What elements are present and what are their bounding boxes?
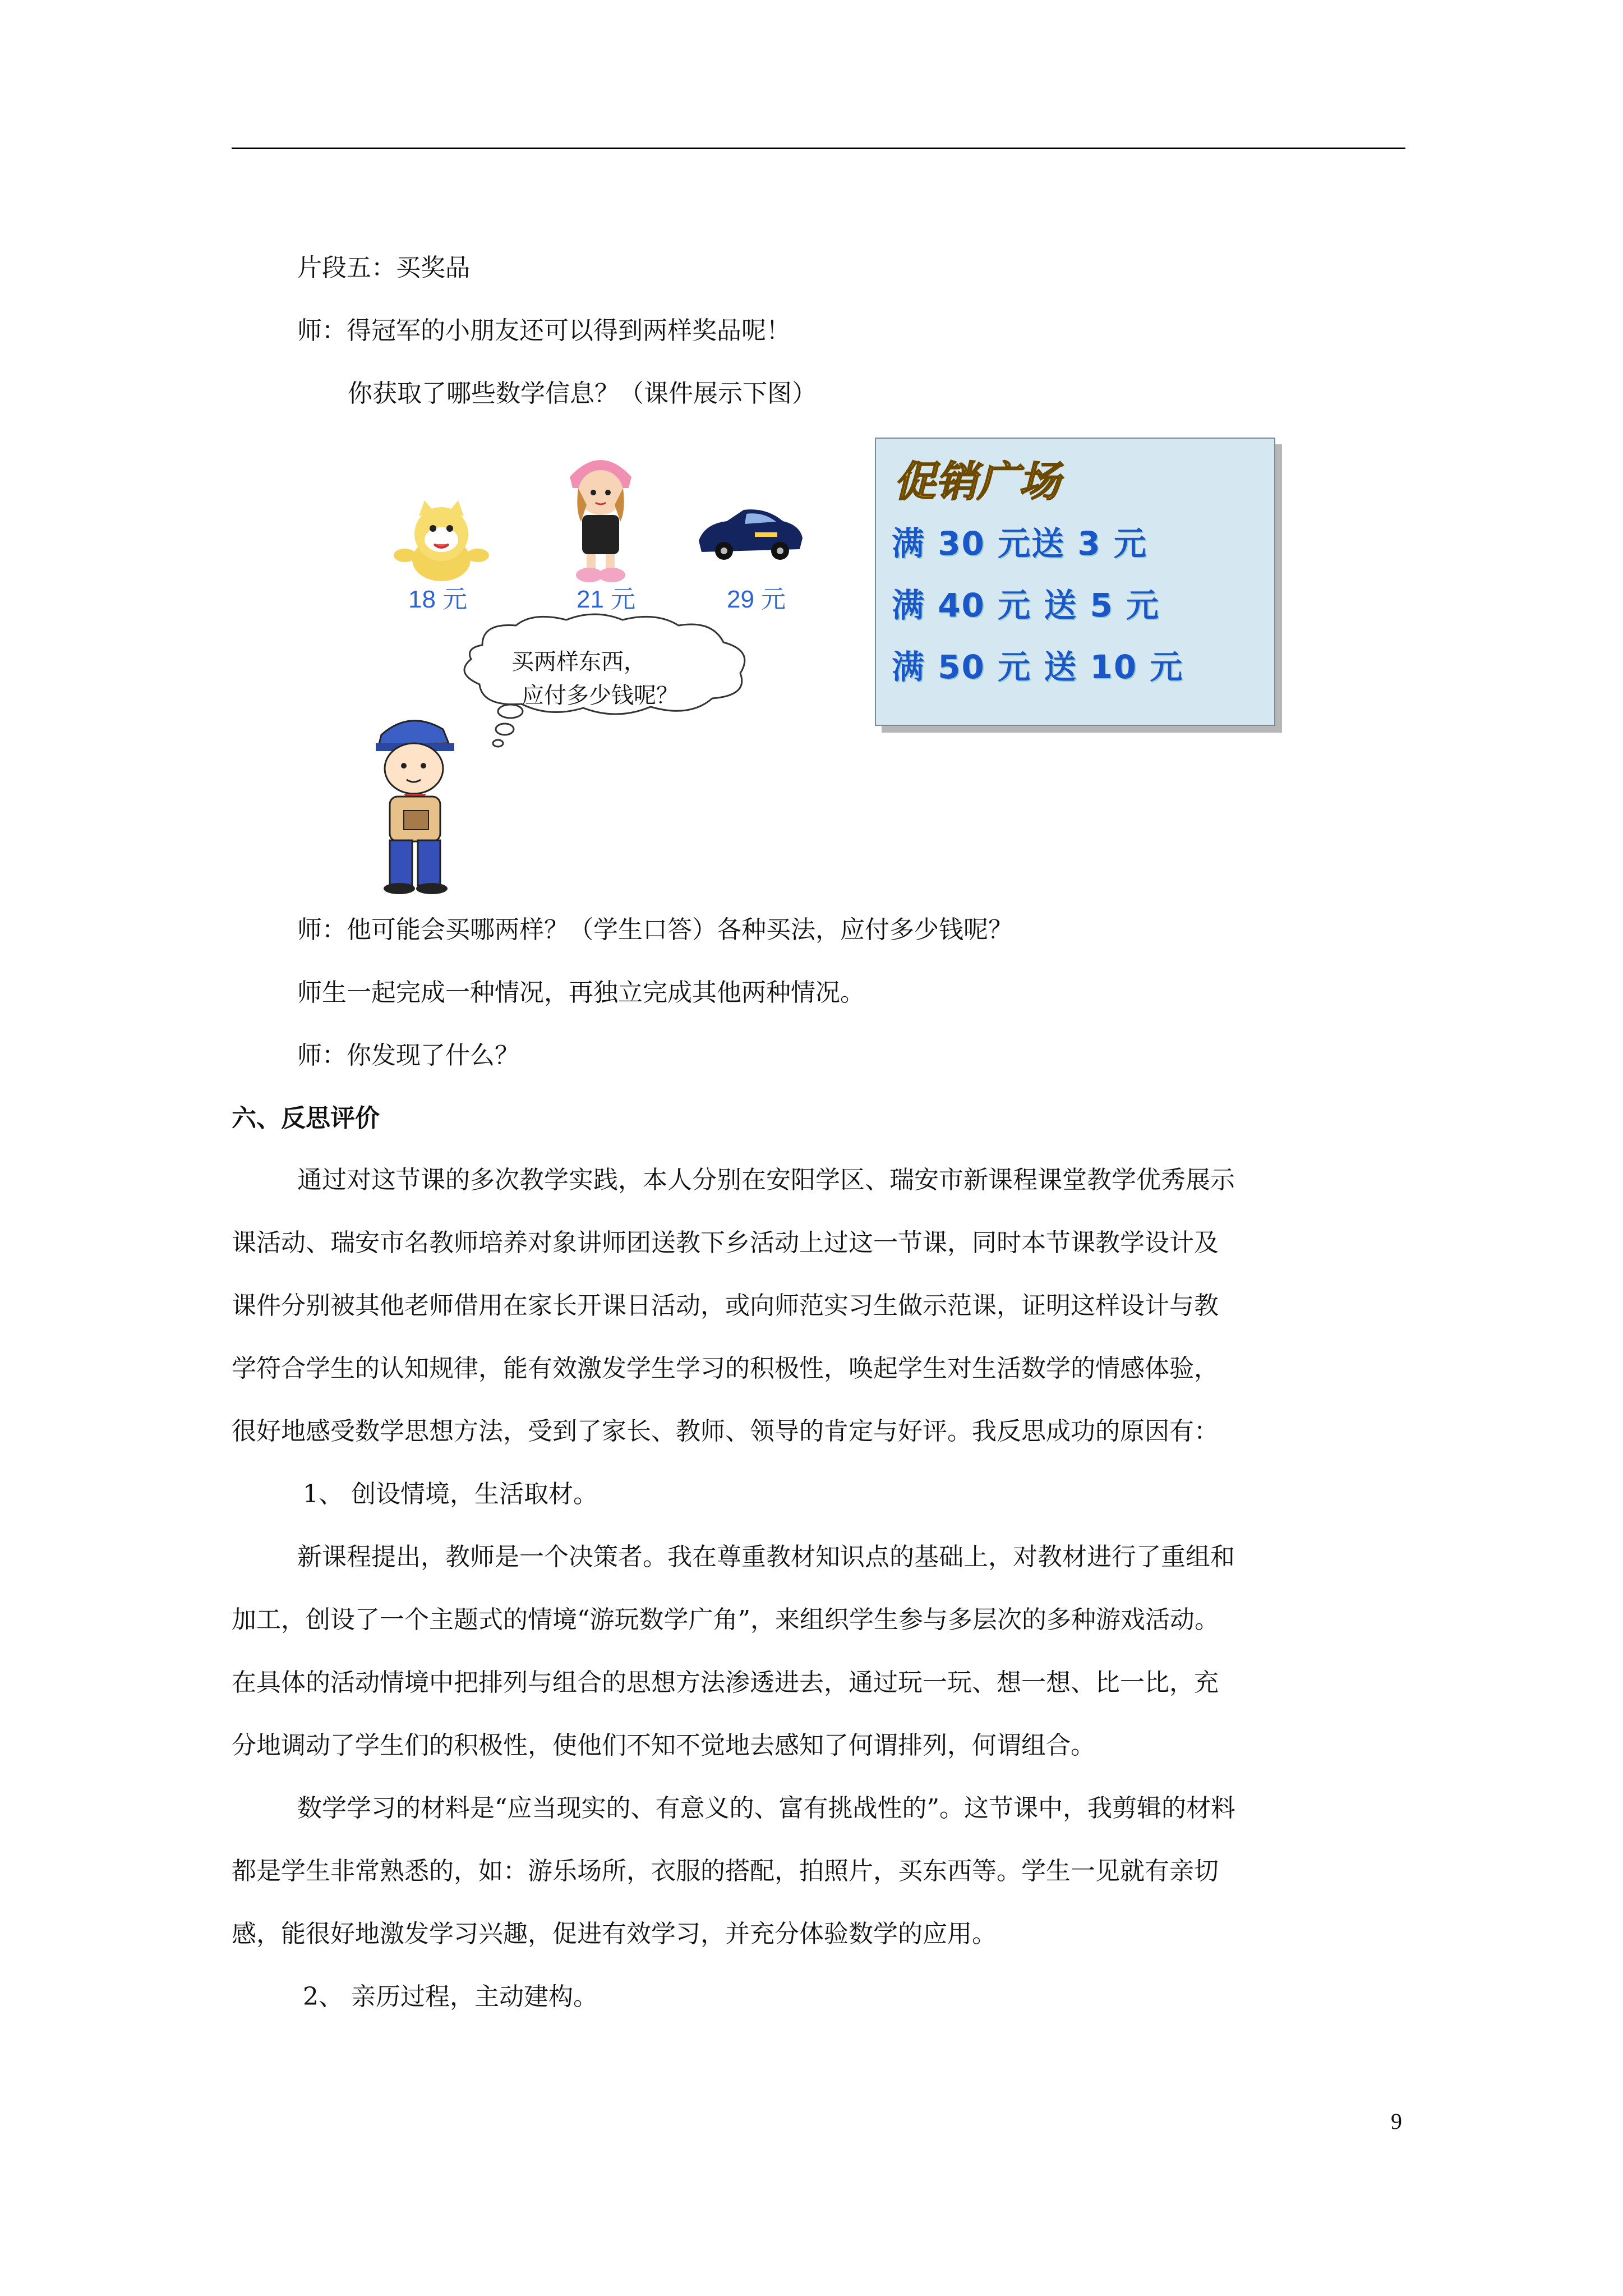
price-label: 18 元	[408, 586, 468, 613]
paragraph-line: 分地调动了学生们的积极性，使他们不知不觉地去感知了何谓排列，何谓组合。	[232, 1731, 1095, 1760]
section-heading-reflection: 六、反思评价	[232, 1104, 380, 1133]
toy-car-icon	[693, 501, 805, 563]
paragraph-line: 课件分别被其他老师借用在家长开课日活动，或向师范实习生做示范课，证明这样设计与教	[232, 1291, 1219, 1320]
dialogue-line: 师：你发现了什么？	[297, 1041, 519, 1070]
paragraph-line: 感，能很好地激发学习兴趣，促进有效学习，并充分体验数学的应用。	[232, 1920, 997, 1948]
paragraph-line: 课活动、瑞安市名教师培养对象讲师团送教下乡活动上过这一节课，同时本节课教学设计及	[232, 1228, 1219, 1257]
paragraph-line: 加工，创设了一个主题式的情境“游玩数学广角”，来组织学生参与多层次的多种游戏活动。	[232, 1605, 1219, 1634]
boy-character-icon	[359, 712, 471, 898]
subheading: 2、 亲历过程，主动建构。	[303, 1982, 598, 2011]
dialogue-line: 你获取了哪些数学信息？（课件展示下图）	[348, 379, 817, 408]
paragraph-line: 数学学习的材料是“应当现实的、有意义的、富有挑战性的”。这节课中，我剪辑的材料	[297, 1794, 1235, 1823]
paragraph-line: 通过对这节课的多次教学实践，本人分别在安阳学区、瑞安市新课程课堂教学优秀展示	[297, 1166, 1235, 1194]
dialogue-line: 师：他可能会买哪两样？（学生口答）各种买法，应付多少钱呢？	[297, 915, 1013, 944]
paragraph-line: 在具体的活动情境中把排列与组合的思想方法渗透进去，通过玩一玩、想一想、比一比，充	[232, 1668, 1219, 1697]
promo-board	[875, 438, 1275, 726]
paragraph-line: 都是学生非常熟悉的，如：游乐场所，衣服的搭配，拍照片，买东西等。学生一见就有亲切	[232, 1857, 1219, 1885]
subheading: 1、 创设情境，生活取材。	[303, 1480, 598, 1508]
price-label: 29 元	[727, 586, 786, 613]
cat-toy-icon	[394, 499, 489, 583]
promo-rule: 满 50 元 送 10 元	[892, 648, 1184, 686]
page-number: 9	[1391, 2109, 1402, 2134]
header-rule	[232, 148, 1405, 149]
promo-rule: 满 30 元送 3 元	[892, 524, 1147, 563]
thought-dot-icon	[488, 721, 522, 749]
paragraph-line: 新课程提出，教师是一个决策者。我在尊重教材知识点的基础上，对教材进行了重组和	[297, 1543, 1235, 1571]
bubble-line: 买两样东西，	[511, 649, 646, 675]
paragraph-line: 很好地感受数学思想方法，受到了家长、教师、领导的肯定与好评。我反思成功的原因有：	[232, 1417, 1219, 1446]
promo-title: 促销广场	[894, 458, 1060, 506]
dialogue-line: 师生一起完成一种情况，再独立完成其他两种情况。	[297, 978, 865, 1007]
promo-rule: 满 40 元 送 5 元	[892, 586, 1160, 624]
bubble-line: 应付多少钱呢？	[522, 683, 679, 708]
section-title-fragment5: 片段五：买奖品	[297, 254, 470, 282]
courseware-figure	[359, 426, 1279, 892]
dialogue-line: 师：得冠军的小朋友还可以得到两样奖品呢！	[297, 316, 791, 345]
price-label: 21 元	[577, 586, 636, 613]
paragraph-line: 学符合学生的认知规律，能有效激发学生学习的积极性，唤起学生对生活数学的情感体验，	[232, 1354, 1219, 1383]
doll-icon	[559, 449, 643, 583]
